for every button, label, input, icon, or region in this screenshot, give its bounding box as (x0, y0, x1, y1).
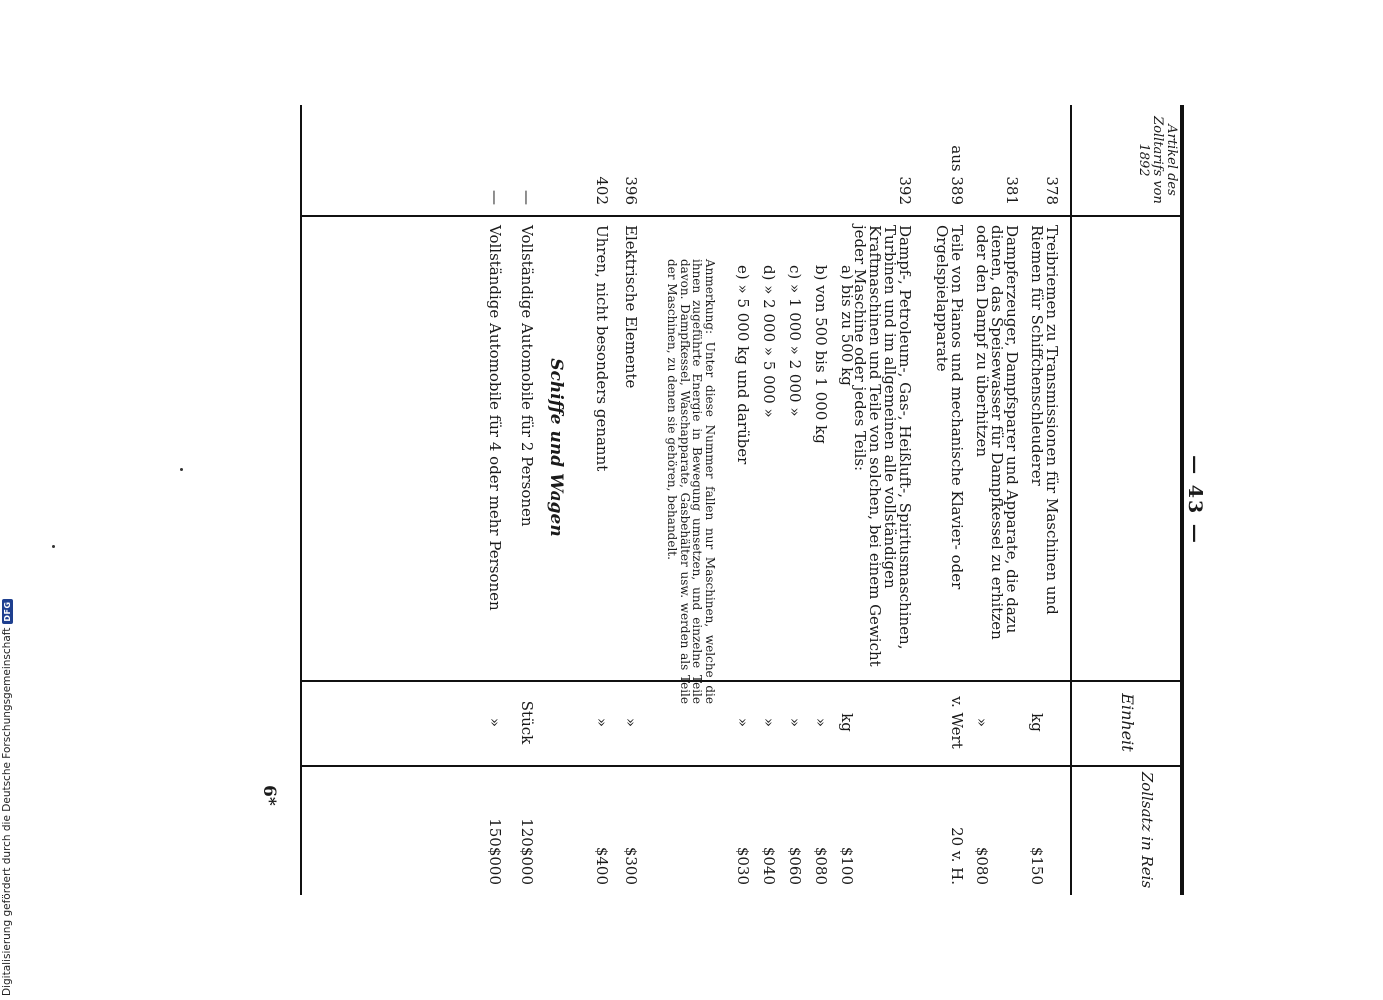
item-duty: $040 (760, 846, 778, 885)
article-number: 392 (896, 176, 914, 205)
item-description: Teile von Pianos und mechanische Klavier- oder Orgelspielapparate (933, 225, 966, 590)
item-unit: kg (838, 713, 856, 732)
item-duty: $080 (812, 846, 830, 885)
section-heading: Schiffe und Wagen (546, 358, 566, 537)
item-duty: $150 (1028, 846, 1046, 885)
item-unit: v. Wert (948, 696, 966, 749)
table-header-rule (1070, 105, 1072, 895)
item-description: Elektrische Elemente (622, 225, 640, 389)
item-unit: kg (1028, 713, 1046, 732)
page-number: — 43 — (1184, 455, 1206, 545)
item-description: a) bis zu 500 kg (838, 265, 856, 386)
item-description: Treibriemen zu Transmissionen für Maschinen und Riemen für Schiffchenschleuderer (1028, 225, 1061, 615)
scan-speck (180, 468, 183, 471)
item-description: b) von 500 bis 1 000 kg (812, 265, 830, 444)
item-duty: 150$000 (486, 818, 504, 885)
item-unit: » (486, 717, 504, 728)
item-description: c) » 1 000 » 2 000 » (786, 265, 804, 417)
article-number: 396 (622, 176, 640, 205)
item-unit: » (812, 717, 830, 728)
item-duty: $060 (786, 846, 804, 885)
item-unit: » (786, 717, 804, 728)
header-unit: Einheit (1118, 693, 1137, 752)
item-duty: 20 v. H. (948, 827, 966, 885)
digitization-credit (1, 596, 13, 996)
table-bottom-rule (300, 105, 302, 895)
item-description: Vollständige Automobile für 2 Personen (518, 225, 536, 527)
header-article: Artikel des Zolltarifs von 1892 (1136, 116, 1179, 204)
item-duty: $300 (622, 846, 640, 885)
article-number: aus 389 (948, 145, 966, 205)
article-number: 378 (1043, 176, 1061, 205)
column-divider (302, 215, 1072, 217)
article-number: — (486, 190, 504, 205)
item-description: Dampf-, Petroleum-, Gas-, Heißluft-, Spiritusmaschinen, Turbinen und im allgemeinen alle vollständigen Kraftmaschinen und Teile von solchen, bei einem Gewicht jeder Maschine oder jedes Teils: (851, 225, 914, 667)
article-number: 381 (1003, 176, 1021, 205)
header-duty: Zollsatz in Reis (1138, 771, 1156, 889)
document-page (259, 105, 1206, 905)
item-description: Uhren, nicht besonders genannt (593, 225, 611, 472)
item-description: Dampferzeuger, Dampfsparer und Apparate, die dazu dienen, das Speisewasser für Dampfkessel zu erhitzen oder den Dampf zu überhitzen (973, 225, 1021, 640)
item-description: d) » 2 000 » 5 000 » (760, 265, 778, 418)
note-text: Anmerkung: Unter diese Nummer fallen nur Maschinen, welche die ihnen zugeführte Energie in Bewegung umsetzen, und einzelne Teile davon. Dampfkessel, Waschapparate, Gasbehälter usw. werden als Teile der Maschinen, zu denen sie gehören, behandelt. (665, 259, 717, 704)
item-duty: $030 (734, 846, 752, 885)
item-unit: Stück (518, 700, 536, 745)
column-divider (1072, 215, 1184, 217)
item-description: e) » 5 000 kg und darüber (734, 265, 752, 465)
item-duty: 120$000 (518, 818, 536, 885)
credit-text: Digitalisierung gefördert durch die Deutsche Forschungsgemeinschaft (1, 627, 13, 996)
item-unit: » (622, 717, 640, 728)
scan-speck (52, 545, 55, 548)
table-top-rule (1180, 105, 1184, 895)
item-unit: » (734, 717, 752, 728)
item-unit: » (760, 717, 778, 728)
dfg-logo: DFG (2, 601, 12, 622)
item-description: Vollständige Automobile für 4 oder mehr Personen (486, 225, 504, 611)
item-duty: $100 (838, 846, 856, 885)
item-unit: » (973, 717, 991, 728)
signature-mark: 6* (259, 785, 279, 806)
item-duty: $400 (593, 846, 611, 885)
item-duty: $080 (973, 846, 991, 885)
article-number: 402 (593, 176, 611, 205)
item-unit: » (593, 717, 611, 728)
article-number: — (518, 190, 536, 205)
